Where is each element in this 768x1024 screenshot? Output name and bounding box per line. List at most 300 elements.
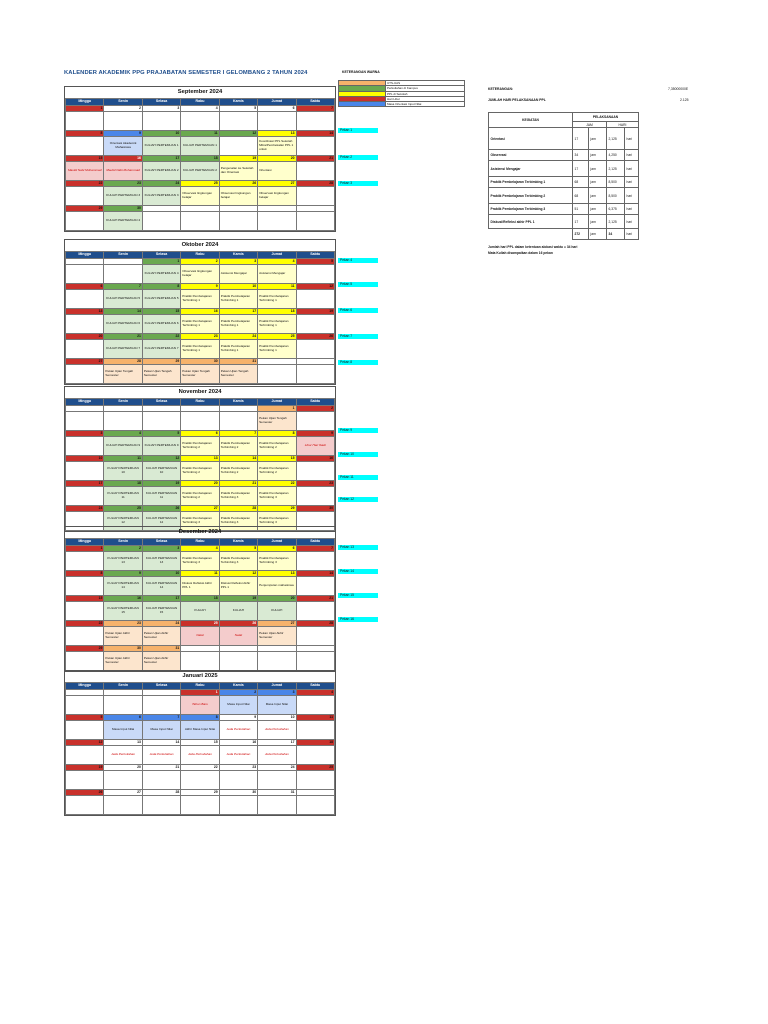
activity-cell[interactable]: Praktik Pembelajaran Terbimbing 2 xyxy=(219,437,257,456)
jam-value: 17 xyxy=(573,128,589,150)
date-cell[interactable]: 15 xyxy=(181,740,219,746)
date-cell[interactable]: 23 xyxy=(104,621,142,627)
date-cell[interactable]: 1 xyxy=(181,690,219,696)
activity-cell[interactable]: Pekan Ujian Akhir Semester xyxy=(142,627,180,646)
activity-cell[interactable]: Pekan Ujian Tengah Semester xyxy=(104,365,142,384)
week-label: Pekan 11 xyxy=(338,475,378,480)
activity-cell[interactable]: KULIAH PERTEMUAN 7 xyxy=(142,340,180,359)
date-cell[interactable]: 9 xyxy=(296,431,334,437)
date-cell[interactable]: 13 xyxy=(104,740,142,746)
date-cell[interactable]: 27 xyxy=(181,506,219,512)
activity-cell[interactable]: KULIAH PERTEMUAN 9 xyxy=(104,437,142,456)
activity-cell[interactable]: Jeda Perkuliahan xyxy=(104,746,142,765)
day-header: Kamis xyxy=(219,99,257,106)
activity-cell[interactable]: Observasi lingkungan belajar xyxy=(181,265,219,284)
date-cell[interactable]: 20 xyxy=(104,765,142,771)
activity-cell[interactable]: Praktik Pembelajaran Terbimbing 2 xyxy=(181,487,219,506)
date-cell[interactable]: 22 xyxy=(66,621,104,627)
activity-cell[interactable]: KULIAH PERTEMUAN 15 xyxy=(142,602,180,621)
date-cell[interactable]: 1 xyxy=(142,259,180,265)
date-cell[interactable]: 30 xyxy=(296,506,334,512)
activity-cell[interactable]: KULIAH PERTEMUAN 10 xyxy=(142,462,180,481)
date-cell[interactable]: 15 xyxy=(258,456,296,462)
date-cell[interactable]: 5 xyxy=(66,715,104,721)
date-cell[interactable]: 2 xyxy=(181,259,219,265)
activity-cell[interactable]: Libur Hari Ibadi xyxy=(296,437,334,456)
date-cell[interactable]: 19 xyxy=(66,765,104,771)
date-cell[interactable]: 31 xyxy=(142,646,180,652)
week-label: Pekan 6 xyxy=(338,308,378,313)
date-cell[interactable]: 12 xyxy=(296,284,334,290)
day-header: Selasa xyxy=(142,683,180,690)
date-cell[interactable]: 2 xyxy=(104,546,142,552)
date-cell[interactable]: 18 xyxy=(296,740,334,746)
activity-cell[interactable]: Maulid Nabi Muhammad xyxy=(104,162,142,181)
date-cell[interactable]: 31 xyxy=(258,790,296,796)
kegiatan-name: Asistensi Mengajar xyxy=(489,161,573,177)
date-cell[interactable]: 20 xyxy=(258,596,296,602)
date-cell[interactable]: 28 xyxy=(219,506,257,512)
date-cell[interactable]: 1 xyxy=(66,106,104,112)
activity-cell[interactable]: KULIAH PERTEMUAN 10 xyxy=(104,462,142,481)
activity-cell[interactable]: Jeda Perkuliahan xyxy=(219,746,257,765)
date-cell[interactable]: 3 xyxy=(258,690,296,696)
activity-cell[interactable]: Natal xyxy=(219,627,257,646)
activity-cell[interactable]: Jeda Perkuliahan xyxy=(258,746,296,765)
date-cell[interactable]: 19 xyxy=(296,309,334,315)
date-cell[interactable]: 15 xyxy=(66,596,104,602)
date-cell[interactable]: 13 xyxy=(258,571,296,577)
day-header: Selasa xyxy=(142,99,180,106)
date-cell[interactable]: 5 xyxy=(219,106,257,112)
hari-value: 2,125 xyxy=(607,215,625,229)
date-cell[interactable]: 2 xyxy=(296,406,334,412)
date-cell[interactable]: 30 xyxy=(181,359,219,365)
date-cell[interactable]: 14 xyxy=(142,740,180,746)
date-cell[interactable]: 7 xyxy=(219,431,257,437)
date-cell[interactable]: 5 xyxy=(142,431,180,437)
activity-cell[interactable]: KULIAH PERTEMUAN 9 xyxy=(142,437,180,456)
date-cell[interactable]: 28 xyxy=(142,790,180,796)
date-cell[interactable]: 9 xyxy=(104,571,142,577)
activity-cell[interactable]: Pekan Ujian Akhir Semester xyxy=(104,627,142,646)
date-cell[interactable]: 16 xyxy=(296,456,334,462)
week-label: Pekan 13 xyxy=(338,545,378,550)
date-cell[interactable]: 18 xyxy=(181,596,219,602)
activity-cell[interactable]: KULIAH PERTEMUAN 14 xyxy=(104,577,142,596)
activity-cell[interactable]: Praktik Pembelajaran Terbimbing 3 xyxy=(181,512,219,531)
activity-cell[interactable]: Praktik Pembelajaran Terbimbing 3 xyxy=(219,512,257,531)
date-cell[interactable]: 5 xyxy=(219,546,257,552)
date-cell[interactable]: 2 xyxy=(104,106,142,112)
day-header: Kamis xyxy=(219,539,257,546)
date-cell[interactable]: 10 xyxy=(66,456,104,462)
date-cell[interactable]: 25 xyxy=(104,506,142,512)
date-cell[interactable]: 6 xyxy=(258,546,296,552)
activity-cell[interactable]: KULIAH PERTEMUAN 12 xyxy=(104,512,142,531)
activity-cell[interactable]: Praktik Pembelajaran Terbimbing 1 xyxy=(219,340,257,359)
activity-cell[interactable]: Pengenalan ke Sekolah dan Orientasi xyxy=(219,162,257,181)
date-cell[interactable]: 3 xyxy=(219,259,257,265)
activity-cell[interactable]: Observasi lingkungan belajar xyxy=(181,187,219,206)
date-cell[interactable]: 8 xyxy=(181,715,219,721)
date-cell[interactable]: 12 xyxy=(219,571,257,577)
activity-cell[interactable]: Asistensi Mengajar xyxy=(258,265,296,284)
activity-cell[interactable]: Pekan Ujian Akhir Semester xyxy=(258,627,296,646)
date-cell[interactable]: 14 xyxy=(296,571,334,577)
date-cell[interactable]: 20 xyxy=(66,334,104,340)
date-cell[interactable]: 7 xyxy=(142,715,180,721)
week-label: Pekan 9 xyxy=(338,428,378,433)
date-cell[interactable]: 27 xyxy=(66,359,104,365)
date-cell[interactable]: 3 xyxy=(142,546,180,552)
date-cell[interactable]: 17 xyxy=(66,481,104,487)
activity-cell[interactable]: Orientasi xyxy=(258,162,296,181)
activity-cell[interactable]: Praktik Pembelajaran Terbimbing 1 xyxy=(181,290,219,309)
date-cell[interactable]: 3 xyxy=(142,106,180,112)
activity-cell[interactable]: KULIAH xyxy=(258,602,296,621)
day-header: Senin xyxy=(104,539,142,546)
date-cell[interactable]: 8 xyxy=(66,131,104,137)
date-cell[interactable]: 4 xyxy=(296,690,334,696)
date-cell[interactable]: 12 xyxy=(66,740,104,746)
kegiatan-name: Praktik Pembelajaran Terbimbing 1 xyxy=(489,177,573,188)
activity-cell[interactable]: Observasi lingkungan belajar xyxy=(219,187,257,206)
date-cell[interactable]: 26 xyxy=(66,790,104,796)
date-cell[interactable]: 22 xyxy=(258,481,296,487)
day-header: Rabu xyxy=(181,399,219,406)
legend-label: UTS-UAS xyxy=(386,81,465,86)
activity-cell[interactable]: Praktik Pembelajaran Terbimbing 2 xyxy=(181,437,219,456)
date-cell[interactable]: 15 xyxy=(66,156,104,162)
activity-cell[interactable]: Masa Input Nilai xyxy=(104,721,142,740)
date-cell[interactable]: 6 xyxy=(258,106,296,112)
activity-cell[interactable]: KULIAH PERTEMUAN 13 xyxy=(104,552,142,571)
activity-cell[interactable]: KULIAH PERTEMUAN 1 xyxy=(181,137,219,156)
date-cell[interactable]: 20 xyxy=(181,481,219,487)
activity-cell[interactable]: Praktik Pembelajaran Terbimbing 1 xyxy=(219,315,257,334)
activity-cell[interactable]: KULIAH PERTEMUAN 5 xyxy=(104,290,142,309)
activity-cell[interactable]: KULIAH PERTEMUAN 6 xyxy=(142,315,180,334)
kegiatan-name: Observasi xyxy=(489,150,573,161)
activity-cell[interactable]: Praktik Pembelajaran Terbimbing 3 xyxy=(258,512,296,531)
date-cell[interactable]: 27 xyxy=(258,621,296,627)
day-header: Minggu xyxy=(66,539,104,546)
date-cell[interactable]: 21 xyxy=(296,156,334,162)
date-cell[interactable]: 30 xyxy=(104,646,142,652)
activity-cell[interactable]: Diskusi Refleksi Akhir PPL 1 xyxy=(181,577,219,596)
date-cell[interactable]: 11 xyxy=(258,284,296,290)
date-cell[interactable]: 29 xyxy=(66,646,104,652)
activity-cell[interactable]: Maulid Nabi Muhammad xyxy=(66,162,104,181)
activity-cell[interactable]: Praktik Pembelajaran Terbimbing 3 xyxy=(181,552,219,571)
date-cell[interactable]: 26 xyxy=(219,621,257,627)
activity-cell[interactable]: Observasi lingkungan belajar xyxy=(258,187,296,206)
date-cell[interactable]: 19 xyxy=(219,156,257,162)
date-cell[interactable]: 7 xyxy=(104,284,142,290)
jam-unit: jam xyxy=(589,215,607,229)
activity-cell[interactable]: Jeda Perkuliahan xyxy=(219,721,257,740)
date-cell[interactable]: 31 xyxy=(219,359,257,365)
date-cell[interactable]: 23 xyxy=(181,334,219,340)
hari-value: 8,500 xyxy=(607,177,625,188)
date-cell[interactable]: 18 xyxy=(181,156,219,162)
date-cell[interactable]: 10 xyxy=(219,284,257,290)
date-cell[interactable]: 12 xyxy=(219,131,257,137)
date-cell[interactable]: 4 xyxy=(181,546,219,552)
date-cell[interactable]: 10 xyxy=(142,131,180,137)
date-cell[interactable]: 8 xyxy=(142,284,180,290)
summary-table xyxy=(488,112,639,240)
date-cell[interactable]: 2 xyxy=(219,690,257,696)
activity-cell[interactable]: Pekan Ujian Akhir Semester xyxy=(104,652,142,671)
activity-cell[interactable]: KULIAH PERTEMUAN 3 xyxy=(104,187,142,206)
activity-cell[interactable]: KULIAH PERTEMUAN 2 xyxy=(181,162,219,181)
legend-label: Perkuliahan di Kampus xyxy=(386,86,465,91)
activity-cell[interactable]: KULIAH PERTEMUAN 7 xyxy=(104,340,142,359)
date-cell[interactable]: 25 xyxy=(296,765,334,771)
activity-cell[interactable]: Masa Input Nilai xyxy=(142,721,180,740)
activity-cell[interactable]: KULIAH PERTEMUAN 5 xyxy=(142,290,180,309)
date-cell[interactable]: 17 xyxy=(142,596,180,602)
activity-cell[interactable]: Praktik Pembelajaran Terbimbing 1 xyxy=(181,315,219,334)
date-cell[interactable]: 13 xyxy=(181,456,219,462)
activity-cell[interactable]: Praktik Pembelajaran Terbimbing 1 xyxy=(181,340,219,359)
calendar-november xyxy=(64,386,336,532)
hari-unit: hari xyxy=(625,215,639,229)
date-cell[interactable]: 24 xyxy=(258,765,296,771)
date-cell[interactable]: 8 xyxy=(66,571,104,577)
date-cell[interactable]: 8 xyxy=(258,431,296,437)
date-cell[interactable]: 7 xyxy=(296,106,334,112)
date-cell[interactable]: 18 xyxy=(104,481,142,487)
activity-cell[interactable]: Pekan Ujian Akhir Semester xyxy=(142,652,180,671)
date-cell[interactable]: 16 xyxy=(104,596,142,602)
activity-cell[interactable]: Natal xyxy=(181,627,219,646)
date-cell[interactable]: 4 xyxy=(181,106,219,112)
week-label: Pekan 2 xyxy=(338,155,378,160)
calendar-desember xyxy=(64,526,336,672)
activity-cell[interactable]: Praktik Pembelajaran Terbimbing 3 xyxy=(219,552,257,571)
page-title: KALENDER AKADEMIK PPG PRAJABATAN SEMESTER I GELOMBANG 2 TAHUN 2024 xyxy=(64,70,308,76)
date-cell[interactable]: 9 xyxy=(104,131,142,137)
activity-cell[interactable]: Akhir Masa Input Nilai xyxy=(181,721,219,740)
jam-value: 68 xyxy=(573,188,589,204)
kegiatan-name: Praktik Pembelajaran Terbimbing 3 xyxy=(489,204,573,215)
month-title: Desember 2024 xyxy=(178,529,222,535)
header-hari: HARI xyxy=(607,122,639,128)
date-cell[interactable]: 6 xyxy=(181,431,219,437)
date-cell[interactable]: 15 xyxy=(142,309,180,315)
date-cell[interactable]: 11 xyxy=(104,456,142,462)
date-cell[interactable]: 22 xyxy=(181,765,219,771)
date-cell[interactable]: 9 xyxy=(219,715,257,721)
date-cell[interactable]: 28 xyxy=(296,621,334,627)
activity-cell[interactable]: Asistensi Mengajar xyxy=(219,265,257,284)
date-cell[interactable]: 29 xyxy=(181,790,219,796)
day-header: Jumat xyxy=(258,539,296,546)
date-cell[interactable]: 14 xyxy=(219,456,257,462)
date-cell[interactable]: 27 xyxy=(258,181,296,187)
activity-cell[interactable]: KULIAH PERTEMUAN 12 xyxy=(142,512,180,531)
date-cell[interactable]: 25 xyxy=(181,181,219,187)
activity-cell[interactable]: Praktik Pembelajaran Terbimbing 2 xyxy=(219,462,257,481)
date-cell[interactable]: 10 xyxy=(142,571,180,577)
activity-cell[interactable]: KULIAH PERTEMUAN 13 xyxy=(142,552,180,571)
date-cell[interactable]: 14 xyxy=(296,131,334,137)
date-cell[interactable]: 29 xyxy=(142,359,180,365)
date-cell[interactable]: 22 xyxy=(66,181,104,187)
date-cell[interactable]: 28 xyxy=(296,181,334,187)
date-cell[interactable]: 12 xyxy=(142,456,180,462)
activity-cell[interactable]: Pekan Ujian Tengah Semester xyxy=(258,412,296,431)
date-cell[interactable]: 24 xyxy=(142,181,180,187)
activity-cell[interactable]: Praktik Pembelajaran Terbimbing 2 xyxy=(258,462,296,481)
activity-cell[interactable]: Orientasi Akademik Mahasiswa xyxy=(104,137,142,156)
date-cell[interactable]: 25 xyxy=(181,621,219,627)
date-cell[interactable]: 22 xyxy=(142,334,180,340)
date-cell[interactable]: 11 xyxy=(181,131,219,137)
activity-cell[interactable]: Praktik Pembelajaran Terbimbing 1 xyxy=(258,290,296,309)
header-jam: JAM xyxy=(573,122,607,128)
date-cell[interactable]: 4 xyxy=(258,259,296,265)
activity-cell[interactable]: KULIAH PERTEMUAN 15 xyxy=(104,602,142,621)
date-cell[interactable]: 21 xyxy=(219,481,257,487)
activity-cell[interactable]: Praktik Pembelajaran Terbimbing 3 xyxy=(219,487,257,506)
activity-cell[interactable]: Praktik Pembelajaran Terbimbing 1 xyxy=(258,340,296,359)
day-header: Selasa xyxy=(142,252,180,259)
activity-cell[interactable]: Pekan Ujian Tengah Semester xyxy=(142,365,180,384)
activity-cell[interactable]: Jeda Perkuliahan xyxy=(181,746,219,765)
date-cell[interactable]: 6 xyxy=(66,284,104,290)
activity-cell[interactable]: Masa Input Nilai xyxy=(258,696,296,715)
hari-unit: hari xyxy=(625,161,639,177)
activity-cell[interactable]: KULIAH xyxy=(219,602,257,621)
date-cell[interactable]: 21 xyxy=(142,765,180,771)
jam-unit: jam xyxy=(589,161,607,177)
jam-unit: jam xyxy=(589,177,607,188)
activity-cell[interactable]: KULIAH PERTEMUAN 1 xyxy=(142,137,180,156)
date-cell[interactable]: 19 xyxy=(219,596,257,602)
week-label: Pekan 3 xyxy=(338,181,378,186)
activity-cell[interactable]: KULIAH PERTEMUAN 4 xyxy=(104,212,142,231)
date-cell[interactable]: 24 xyxy=(219,334,257,340)
week-label: Pekan 16 xyxy=(338,617,378,622)
date-cell[interactable]: 26 xyxy=(296,334,334,340)
activity-cell[interactable]: Pekan Ujian Tengah Semester xyxy=(219,365,257,384)
date-cell[interactable]: 5 xyxy=(296,259,334,265)
week-label: Pekan 15 xyxy=(338,593,378,598)
date-cell[interactable]: 1 xyxy=(258,406,296,412)
date-cell[interactable]: 11 xyxy=(181,571,219,577)
date-cell[interactable]: 24 xyxy=(142,621,180,627)
date-cell[interactable]: 13 xyxy=(258,131,296,137)
date-cell[interactable]: 17 xyxy=(142,156,180,162)
date-cell[interactable]: 23 xyxy=(296,481,334,487)
date-cell[interactable]: 16 xyxy=(104,156,142,162)
date-cell[interactable]: 18 xyxy=(258,309,296,315)
activity-cell[interactable]: Praktik Pembelajaran Terbimbing 1 xyxy=(219,290,257,309)
activity-cell[interactable]: Praktik Pembelajaran Terbimbing 1 xyxy=(258,315,296,334)
week-label: Pekan 7 xyxy=(338,334,378,339)
date-cell[interactable]: 30 xyxy=(104,206,142,212)
date-cell[interactable]: 28 xyxy=(104,359,142,365)
activity-cell[interactable]: KULIAH PERTEMUAN 11 xyxy=(104,487,142,506)
day-header: Sabtu xyxy=(296,399,334,406)
keterangan-label: KETERANGAN: xyxy=(488,87,514,91)
date-cell[interactable]: 30 xyxy=(219,790,257,796)
date-cell[interactable]: 1 xyxy=(66,546,104,552)
date-cell[interactable]: 16 xyxy=(181,309,219,315)
date-cell[interactable]: 16 xyxy=(219,740,257,746)
date-cell[interactable]: 26 xyxy=(219,181,257,187)
activity-cell[interactable]: Praktik Pembelajaran Terbimbing 3 xyxy=(258,552,296,571)
date-cell[interactable]: 11 xyxy=(296,715,334,721)
date-cell[interactable]: 9 xyxy=(181,284,219,290)
calendar-oktober xyxy=(64,239,336,385)
activity-cell[interactable]: Praktik Pembelajaran Terbimbing 2 xyxy=(181,462,219,481)
activity-cell[interactable]: Koordinasi PPL Sekolah Mitra/Pembekalan PPL 1 untuk xyxy=(258,137,296,156)
date-cell[interactable]: 19 xyxy=(142,481,180,487)
date-cell[interactable]: 13 xyxy=(66,309,104,315)
day-header: Senin xyxy=(104,399,142,406)
activity-cell[interactable]: KULIAH PERTEMUAN 14 xyxy=(142,577,180,596)
activity-cell[interactable]: KULIAH PERTEMUAN 6 xyxy=(104,315,142,334)
activity-cell[interactable]: Pekan Ujian Tengah Semester xyxy=(181,365,219,384)
activity-cell[interactable]: KULIAH xyxy=(181,602,219,621)
date-cell[interactable]: 7 xyxy=(296,546,334,552)
date-cell[interactable]: 6 xyxy=(104,715,142,721)
date-cell[interactable]: 3 xyxy=(66,431,104,437)
activity-cell[interactable]: Masa Input Nilai xyxy=(219,696,257,715)
activity-cell[interactable]: KULIAH PERTEMUAN 4 xyxy=(142,265,180,284)
activity-cell[interactable]: Jeda Perkuliahan xyxy=(142,746,180,765)
date-cell[interactable]: 14 xyxy=(104,309,142,315)
day-header: Senin xyxy=(104,99,142,106)
date-cell[interactable]: 17 xyxy=(219,309,257,315)
activity-cell[interactable]: KULIAH PERTEMUAN 11 xyxy=(142,487,180,506)
date-cell[interactable]: 24 xyxy=(66,506,104,512)
activity-cell[interactable]: Tahun Baru xyxy=(181,696,219,715)
activity-cell[interactable]: Praktik Pembelajaran Terbimbing 3 xyxy=(258,487,296,506)
day-header: Sabtu xyxy=(296,683,334,690)
date-cell[interactable]: 23 xyxy=(219,765,257,771)
date-cell[interactable]: 26 xyxy=(142,506,180,512)
date-cell[interactable]: 21 xyxy=(296,596,334,602)
date-cell[interactable]: 25 xyxy=(258,334,296,340)
date-cell[interactable]: 20 xyxy=(258,156,296,162)
activity-cell[interactable]: Praktik Pembelajaran Terbimbing 2 xyxy=(258,437,296,456)
date-cell[interactable]: 27 xyxy=(104,790,142,796)
day-header: Senin xyxy=(104,252,142,259)
activity-cell[interactable]: Diskusi Refleksi Akhir PPL 1 xyxy=(219,577,257,596)
kegiatan-name: Praktik Pembelajaran Terbimbing 2 xyxy=(489,188,573,204)
date-cell[interactable]: 17 xyxy=(258,740,296,746)
date-cell[interactable]: 29 xyxy=(66,206,104,212)
activity-cell[interactable]: Penjemputan mahasiswa xyxy=(258,577,296,596)
date-cell[interactable]: 21 xyxy=(104,334,142,340)
date-cell[interactable]: 4 xyxy=(104,431,142,437)
activity-cell[interactable]: KULIAH PERTEMUAN 3 xyxy=(142,187,180,206)
calendar-september xyxy=(64,86,336,232)
activity-cell[interactable]: Jeda Perkuliahan xyxy=(258,721,296,740)
date-cell[interactable]: 29 xyxy=(258,506,296,512)
date-cell[interactable]: 10 xyxy=(258,715,296,721)
activity-cell[interactable]: KULIAH PERTEMUAN 2 xyxy=(142,162,180,181)
date-cell[interactable]: 23 xyxy=(104,181,142,187)
week-label: Pekan 12 xyxy=(338,497,378,502)
month-title: Oktober 2024 xyxy=(181,242,219,248)
